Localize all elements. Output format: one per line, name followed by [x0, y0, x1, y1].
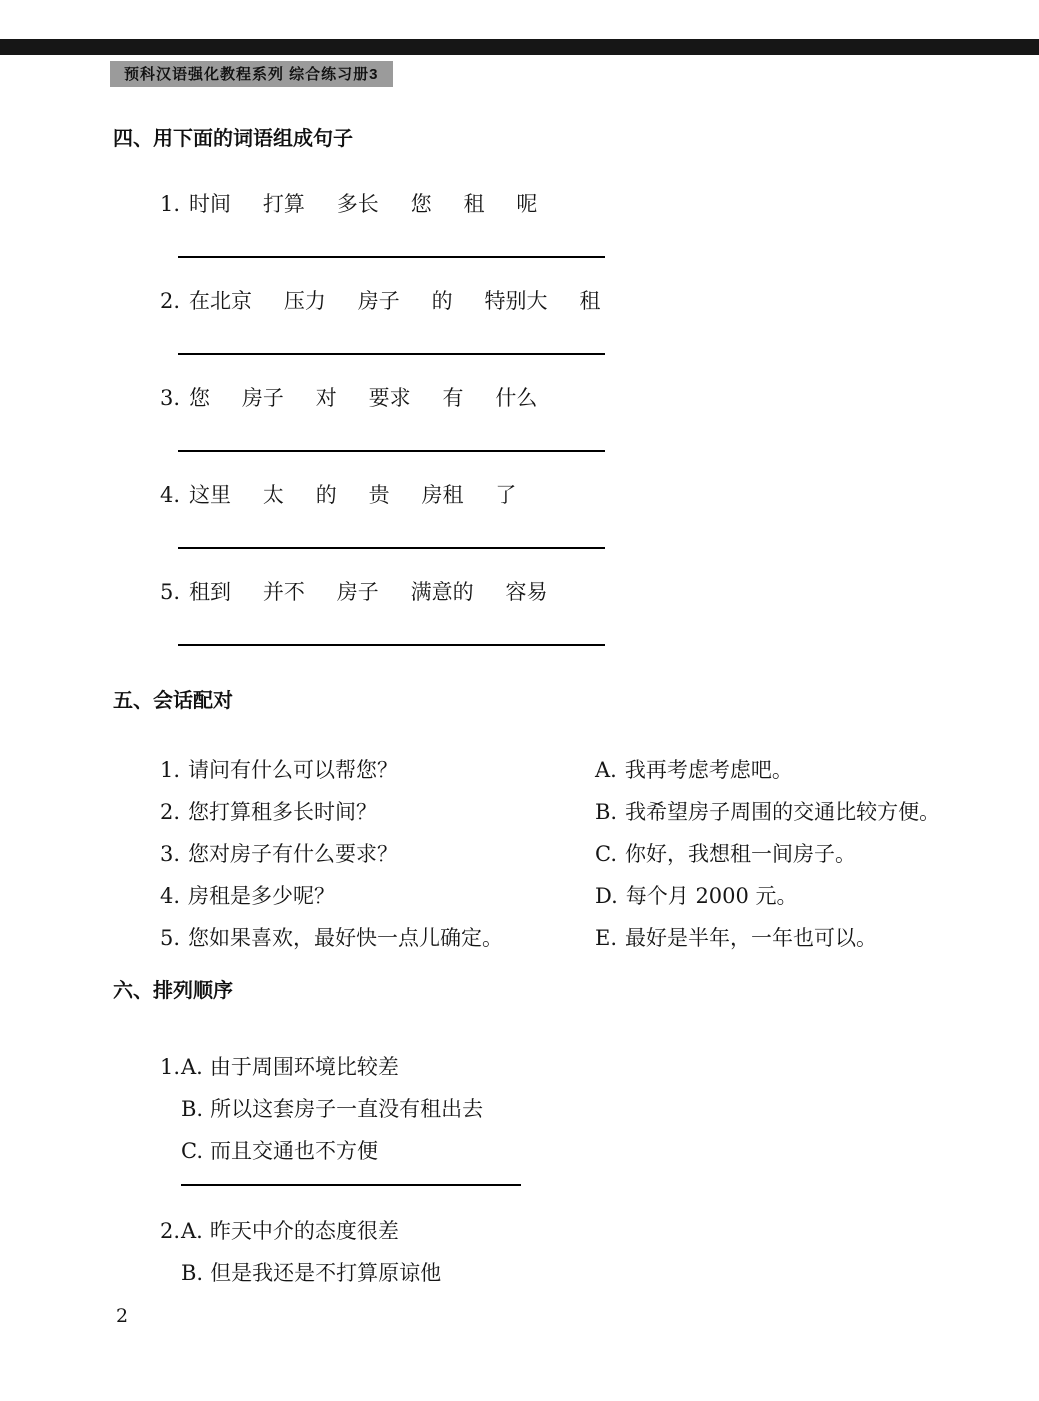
- answer-text: 我再考虑考虑吧。: [624, 758, 793, 782]
- question-text: 请问有什么可以帮您？: [188, 758, 399, 782]
- section-title: 四、用下面的词语组成句子: [113, 128, 353, 150]
- exercise-item: [160, 190, 993, 258]
- item-number: 2.: [160, 1219, 181, 1243]
- answer-line: [178, 644, 605, 646]
- item-number: 1.: [160, 1055, 181, 1079]
- item-number: 4.: [160, 884, 181, 908]
- section-title: 五、会话配对: [113, 690, 233, 712]
- answer-text: 你好，我想租一间房子。: [625, 842, 856, 866]
- item-letter: C.: [595, 842, 617, 866]
- question-text: 您对房子有什么要求？: [188, 842, 399, 866]
- item-letter: E.: [595, 926, 618, 950]
- item-number: 1.: [160, 758, 181, 782]
- item-number: 2.: [160, 289, 181, 313]
- item-number: 5.: [160, 580, 181, 604]
- question-text: 房租是多少呢？: [188, 884, 336, 908]
- option-label: B.: [181, 1261, 204, 1285]
- item-line: [160, 287, 993, 315]
- exercise-item: [160, 578, 993, 646]
- answer-text: 每个月 2000 元。: [625, 884, 798, 908]
- section-word-order: [113, 126, 993, 675]
- item-words: 租到 并不 房子 满意的 容易: [189, 580, 548, 604]
- item-line: [160, 481, 993, 509]
- exercise-item: [160, 1210, 993, 1294]
- item-number: 5.: [160, 926, 181, 950]
- answer-line: [181, 1184, 521, 1186]
- answer-line: [178, 547, 605, 549]
- item-letter: B.: [595, 800, 618, 824]
- exercise-item: [160, 384, 993, 452]
- order-option: [181, 1088, 521, 1130]
- answer-text: 我希望房子周围的交通比较方便。: [625, 800, 941, 824]
- match-question: [160, 882, 595, 910]
- option-text: 所以这套房子一直没有租出去: [210, 1097, 484, 1121]
- top-rule-bar: [0, 39, 1039, 55]
- section-dialogue-matching: [113, 688, 993, 952]
- item-words: 您 房子 对 要求 有 什么: [189, 386, 538, 410]
- match-answer: [595, 882, 993, 910]
- item-words: 时间 打算 多长 您 租 呢: [189, 192, 538, 216]
- order-lines: [181, 1046, 521, 1186]
- match-question: [160, 924, 595, 952]
- match-question: [160, 840, 595, 868]
- item-line: [160, 384, 993, 412]
- item-number: 3.: [160, 842, 181, 866]
- item-letter: A.: [595, 758, 617, 782]
- item-words: 这里 太 的 贵 房租 了: [189, 483, 517, 507]
- order-option: [181, 1046, 521, 1088]
- option-text: 但是我还是不打算原谅他: [210, 1261, 442, 1285]
- item-number: 1.: [160, 192, 181, 216]
- item-line: [160, 578, 993, 606]
- series-badge: 预科汉语强化教程系列 综合练习册3: [110, 61, 393, 87]
- page-number: 2: [116, 1305, 129, 1327]
- option-text: 由于周围环境比较差: [209, 1055, 399, 1079]
- item-number: 4.: [160, 483, 181, 507]
- option-label: A.: [181, 1055, 203, 1079]
- item-number: 2.: [160, 800, 181, 824]
- answer-line: [178, 450, 605, 452]
- item-line: [160, 190, 993, 218]
- item-number: 3.: [160, 386, 181, 410]
- answer-line: [178, 353, 605, 355]
- item-letter: D.: [595, 884, 618, 908]
- match-answer: [595, 924, 993, 952]
- exercise-item: [160, 481, 993, 549]
- match-answer: [595, 798, 993, 826]
- exercise-item: [160, 1046, 993, 1186]
- option-label: C.: [181, 1139, 203, 1163]
- exercise-item: [160, 287, 993, 355]
- answer-text: 最好是半年，一年也可以。: [625, 926, 878, 950]
- section-title: 六、排列顺序: [113, 980, 233, 1002]
- order-lines: [181, 1210, 441, 1294]
- question-text: 您打算租多长时间？: [188, 800, 378, 824]
- match-answer: [595, 756, 993, 784]
- option-text: 而且交通也不方便: [210, 1139, 378, 1163]
- option-label: A.: [181, 1219, 203, 1243]
- question-text: 您如果喜欢，最好快一点儿确定。: [188, 926, 504, 950]
- item-words: 在北京 压力 房子 的 特别大 租: [189, 289, 601, 313]
- order-option: [181, 1252, 441, 1294]
- word-items: [160, 190, 993, 646]
- answer-line: [178, 256, 605, 258]
- option-text: 昨天中介的态度很差: [209, 1219, 399, 1243]
- match-grid: [160, 756, 993, 952]
- match-answer: [595, 840, 993, 868]
- match-question: [160, 798, 595, 826]
- match-question: [160, 756, 595, 784]
- section-sentence-ordering: [113, 978, 993, 1294]
- option-label: B.: [181, 1097, 204, 1121]
- order-option: [181, 1210, 441, 1252]
- order-option: [181, 1130, 521, 1172]
